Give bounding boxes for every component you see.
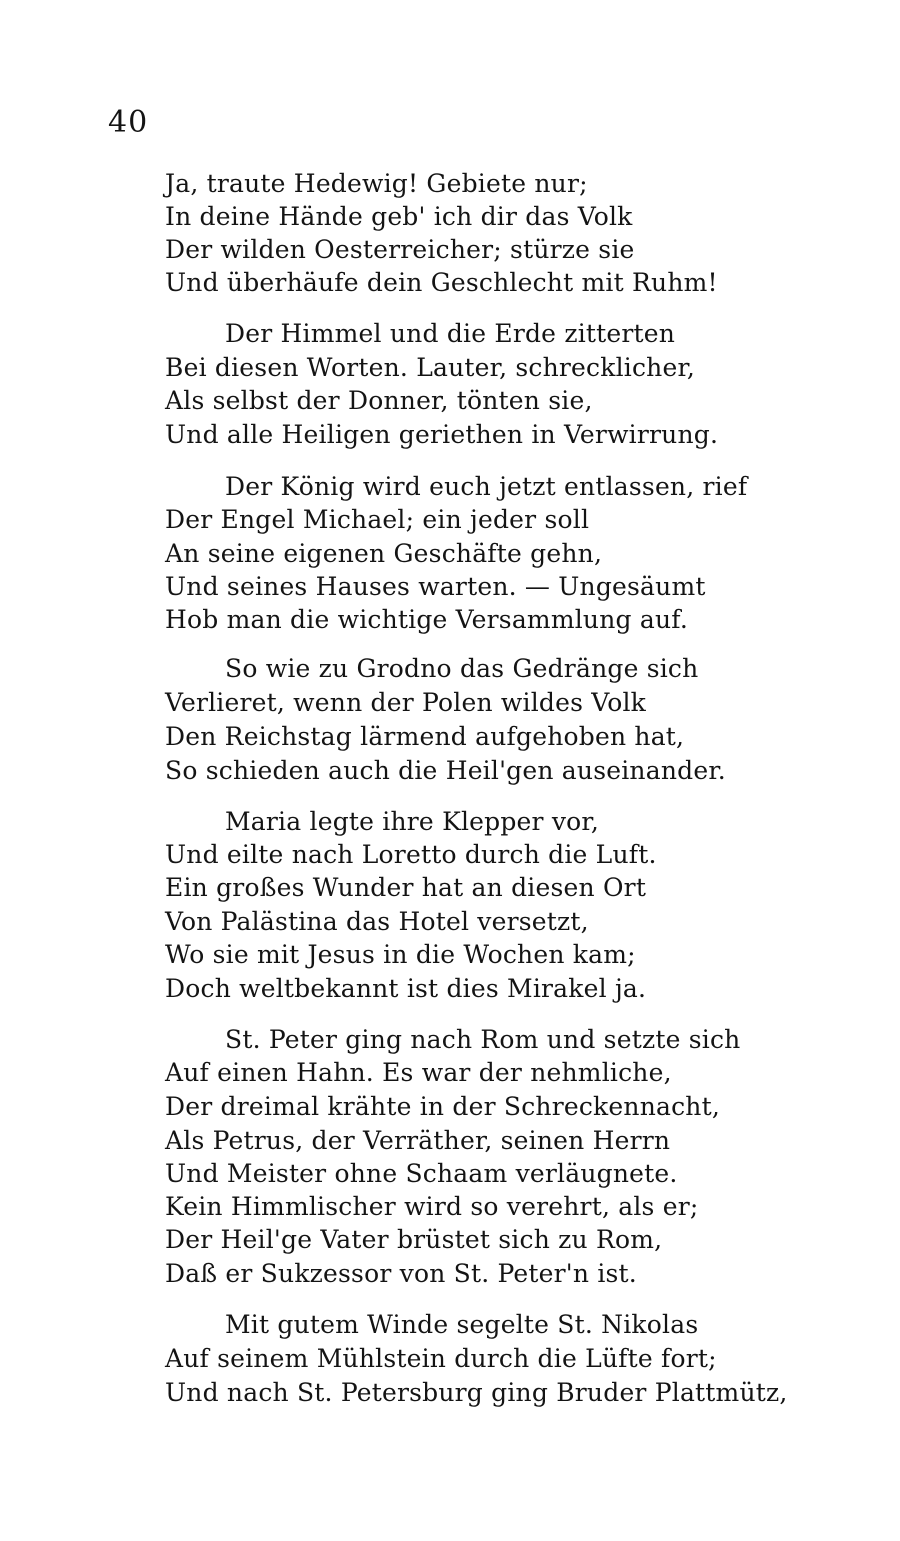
poem-line: Bei diesen Worten. Lauter, schrecklicher, bbox=[165, 353, 696, 382]
poem-line: Wo sie mit Jesus in die Wochen kam; bbox=[165, 940, 636, 969]
poem-line: Und Meister ohne Schaam verläugnete. bbox=[165, 1159, 678, 1188]
poem-line: Maria legte ihre Klepper vor, bbox=[225, 807, 599, 836]
page-number: 40 bbox=[108, 105, 149, 140]
poem-line: Hob man die wichtige Versammlung auf. bbox=[165, 605, 689, 634]
poem-line: Der Heil'ge Vater brüstet sich zu Rom, bbox=[165, 1225, 663, 1254]
poem-line: Und nach St. Petersburg ging Bruder Plattmütz, bbox=[165, 1378, 788, 1407]
poem-line: Ein großes Wunder hat an diesen Ort bbox=[165, 873, 647, 902]
poem-line: Und überhäufe dein Geschlecht mit Ruhm! bbox=[165, 268, 718, 297]
poem-line: Der König wird euch jetzt entlassen, rief bbox=[225, 472, 748, 501]
poem-line: Auf einen Hahn. Es war der nehmliche, bbox=[165, 1058, 672, 1087]
poem-line: Mit gutem Winde segelte St. Nikolas bbox=[225, 1310, 699, 1339]
poem-line: Und alle Heiligen geriethen in Verwirrung. bbox=[165, 420, 719, 449]
poem-line: So wie zu Grodno das Gedränge sich bbox=[225, 654, 699, 683]
poem-line: Und eilte nach Loretto durch die Luft. bbox=[165, 840, 657, 869]
poem-line: Daß er Sukzessor von St. Peter'n ist. bbox=[165, 1259, 637, 1288]
poem-line: Der dreimal krähte in der Schreckennacht, bbox=[165, 1092, 720, 1121]
poem-line: Kein Himmlischer wird so verehrt, als er; bbox=[165, 1192, 699, 1221]
poem-line: Verlieret, wenn der Polen wildes Volk bbox=[165, 688, 647, 717]
poem-line: So schieden auch die Heil'gen auseinander. bbox=[165, 756, 726, 785]
poem-line: Als selbst der Donner, tönten sie, bbox=[165, 386, 593, 415]
poem-line: Ja, traute Hedewig! Gebiete nur; bbox=[165, 169, 588, 198]
poem-line: Doch weltbekannt ist dies Mirakel ja. bbox=[165, 974, 647, 1003]
poem-line: An seine eigenen Geschäfte gehn, bbox=[165, 539, 603, 568]
poem-line: Auf seinem Mühlstein durch die Lüfte fort; bbox=[165, 1344, 717, 1373]
poem-line: Der wilden Oesterreicher; stürze sie bbox=[165, 235, 635, 264]
poem-line: Der Himmel und die Erde zitterten bbox=[225, 319, 676, 348]
poem-line: Als Petrus, der Verräther, seinen Herrn bbox=[165, 1126, 671, 1155]
poem-line: Von Palästina das Hotel versetzt, bbox=[165, 907, 589, 936]
poem-line: Der Engel Michael; ein jeder soll bbox=[165, 505, 590, 534]
poem-line: Und seines Hauses warten. — Ungesäumt bbox=[165, 572, 706, 601]
poem-line: St. Peter ging nach Rom und setzte sich bbox=[225, 1025, 741, 1054]
poem-line: Den Reichstag lärmend aufgehoben hat, bbox=[165, 722, 685, 751]
poem-line: In deine Hände geb' ich dir das Volk bbox=[165, 202, 633, 231]
